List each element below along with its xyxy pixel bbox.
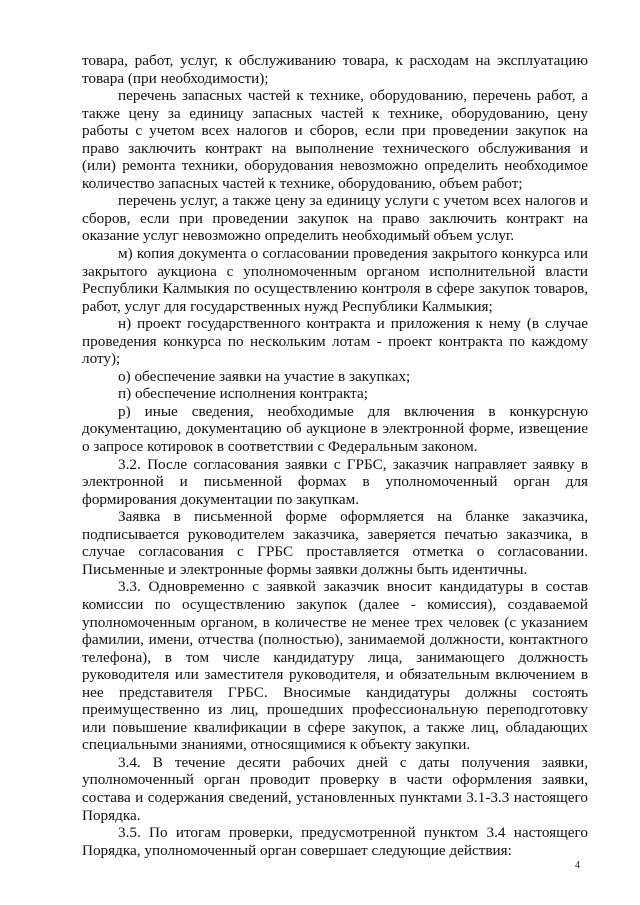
paragraph-section-3-5: 3.5. По итогам проверки, предусмотренной пунктом 3.4 настоящего Порядка, уполномоченный орган совершает следующие действия: [82,824,588,859]
paragraph-section-3-3: 3.3. Одновременно с заявкой заказчик вносит кандидатуры в состав комиссии по осуществлению закупок (далее - комиссия), создаваемой уполномоченным органом, в количестве не менее трех человек (с указанием фамилии, имени, отчества (полностью), занимаемой должности, контактного телефона), в том числе кандидатуру лица, занимающего должность руководителя или заместителя руководителя, и обязательным включением в нее представителя ГРБС. Вносимые кандидатуры должны состоять преимущественно из лиц, прошедших профессиональную переподготовку или повышение квалификации в сфере закупок, а также лиц, обладающих специальными знаниями, относящимися к объекту закупки. [82,578,588,754]
paragraph-item-o: о) обеспечение заявки на участие в закупках; [118,367,411,385]
paragraph-spare-parts-list: перечень запасных частей к технике, оборудованию, перечень работ, а также цену за единицу запасных частей к технике, оборудованию, цену работы с учетом всех налогов и сборов, если при проведении закупок на право заключить контракт на выполнение технического обслуживания и (или) ремонта техники, оборудования невозможно определить необходимое количество запасных частей к технике, оборудованию, объем работ; [82,87,588,192]
paragraph-section-3-4: 3.4. В течение десяти рабочих дней с даты получения заявки, уполномоченный орган проводит проверку в части оформления заявки, состава и содержания сведений, установленных пунктами 3.1-3.3 настоящего Порядка. [82,753,588,824]
document-body [82,52,588,859]
paragraph-services-list: перечень услуг, а также цену за единицу услуги с учетом всех налогов и сборов, если при проведении закупок на право заключить контракт на оказание услуг невозможно определить необходимый объем услуг. [82,192,588,245]
paragraph-section-3-2: 3.2. После согласования заявки с ГРБС, заказчик направляет заявку в электронной и письменной формах в уполномоченный орган для формирования документации по закупкам. [82,455,588,508]
paragraph-item-m: м) копия документа о согласовании проведения закрытого конкурса или закрытого аукциона с уполномоченным органом исполнительной власти Республики Калмыкия по осуществлению контроля в сфере закупок товаров, работ, услуг для государственных нужд Республики Калмыкия; [82,245,588,315]
paragraph-item-p: п) обеспечение исполнения контракта; [118,385,368,403]
paragraph-goods-services: товара, работ, услуг, к обслуживанию товара, к расходам на эксплуатацию товара (при необходимости); [82,52,588,87]
paragraph-application-form: Заявка в письменной форме оформляется на бланке заказчика, подписывается руководителем заказчика, заверяется печатью заказчика, в случае согласования с ГРБС проставляется отметка о согласовании. Письменные и электронные формы заявки должны быть идентичны. [82,508,588,578]
page-number: 4 [575,860,580,871]
paragraph-item-n: н) проект государственного контракта и приложения к нему (в случае проведения конкурса по нескольким лотам - проект контракта по каждому лоту); [82,315,588,368]
paragraph-item-r: р) иные сведения, необходимые для включения в конкурсную документацию, документацию об аукционе в электронной форме, извещение о запросе котировок в соответствии с Федеральным законом. [82,402,588,456]
